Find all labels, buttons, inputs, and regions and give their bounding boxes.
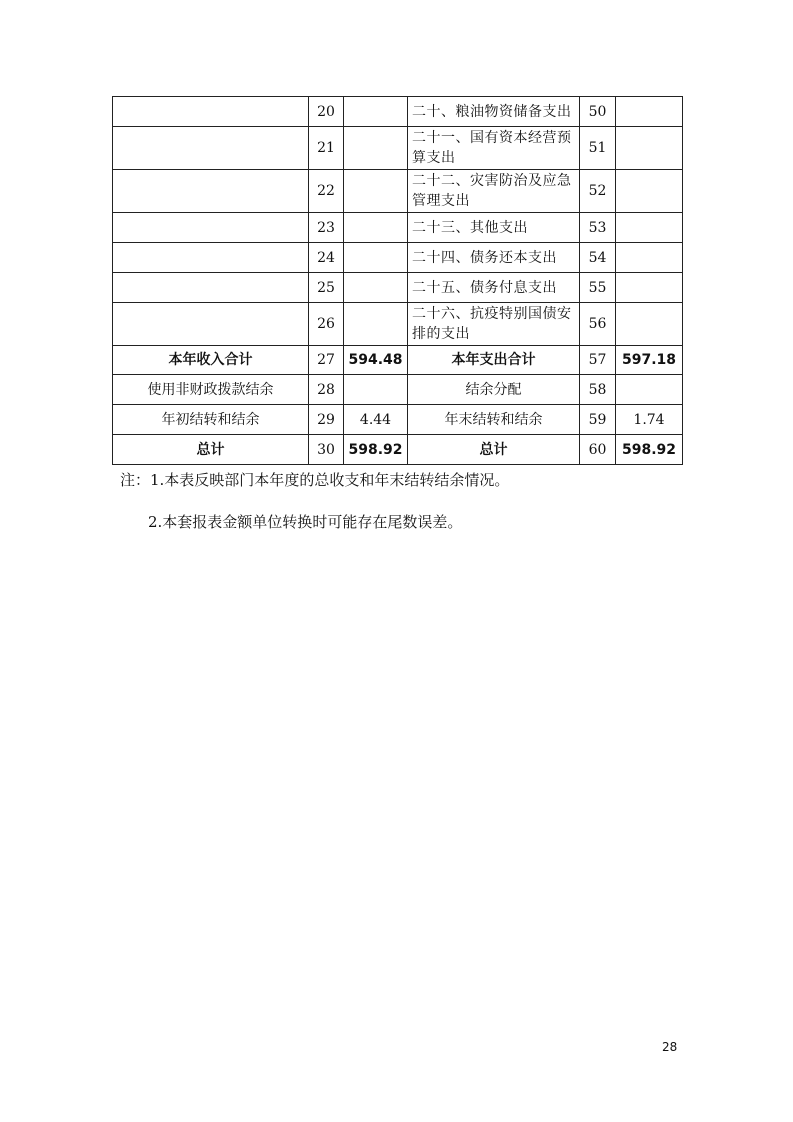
expense-amount <box>616 243 683 273</box>
row-number: 28 <box>309 375 344 405</box>
expense-row-number: 55 <box>580 273 616 303</box>
income-item-cell <box>113 213 309 243</box>
row-number: 30 <box>309 435 344 465</box>
income-item-cell <box>113 303 309 346</box>
expense-row-number: 53 <box>580 213 616 243</box>
income-item-cell <box>113 243 309 273</box>
row-number: 25 <box>309 273 344 303</box>
income-total-row <box>113 346 683 375</box>
income-amount <box>344 127 408 170</box>
expense-amount <box>616 127 683 170</box>
end-balance-label: 年末结转和结余 <box>408 405 580 435</box>
row-number: 27 <box>309 346 344 375</box>
row-number: 20 <box>309 97 344 127</box>
grand-total-label-right: 总计 <box>408 435 580 465</box>
income-item-cell <box>113 127 309 170</box>
expense-item: 二十一、国有资本经营预算支出 <box>408 127 580 170</box>
row-number: 29 <box>309 405 344 435</box>
table-row <box>113 273 683 303</box>
expense-row-number: 51 <box>580 127 616 170</box>
row-number: 23 <box>309 213 344 243</box>
non-fiscal-label: 使用非财政拨款结余 <box>113 375 309 405</box>
income-amount <box>344 97 408 127</box>
income-total-label: 本年收入合计 <box>113 346 309 375</box>
grand-total-label: 总计 <box>113 435 309 465</box>
note-2: 2.本套报表金额单位转换时可能存在尾数误差。 <box>148 513 463 531</box>
table-row <box>113 170 683 213</box>
expense-row-number: 58 <box>580 375 616 405</box>
begin-balance-value: 4.44 <box>344 405 408 435</box>
surplus-dist-value <box>616 375 683 405</box>
expense-amount <box>616 170 683 213</box>
expense-amount <box>616 273 683 303</box>
end-balance-value: 1.74 <box>616 405 683 435</box>
row-number: 22 <box>309 170 344 213</box>
expense-row-number: 60 <box>580 435 616 465</box>
table-row <box>113 405 683 435</box>
expense-row-number: 52 <box>580 170 616 213</box>
page-number: 28 <box>662 1040 678 1054</box>
expense-row-number: 56 <box>580 303 616 346</box>
grand-total-row <box>113 435 683 465</box>
grand-total-income-value: 598.92 <box>344 435 408 465</box>
expense-item: 二十六、抗疫特别国债安排的支出 <box>408 303 580 346</box>
income-item-cell <box>113 97 309 127</box>
expense-row-number: 57 <box>580 346 616 375</box>
table-row <box>113 213 683 243</box>
expense-amount <box>616 303 683 346</box>
budget-table <box>112 96 683 465</box>
income-total-value: 594.48 <box>344 346 408 375</box>
row-number: 21 <box>309 127 344 170</box>
income-amount <box>344 243 408 273</box>
expense-item: 二十四、债务还本支出 <box>408 243 580 273</box>
begin-balance-label: 年初结转和结余 <box>113 405 309 435</box>
expense-row-number: 50 <box>580 97 616 127</box>
expense-item: 二十三、其他支出 <box>408 213 580 243</box>
income-item-cell <box>113 170 309 213</box>
row-number: 24 <box>309 243 344 273</box>
expense-total-value: 597.18 <box>616 346 683 375</box>
expense-item: 二十五、债务付息支出 <box>408 273 580 303</box>
expense-item: 二十、粮油物资储备支出 <box>408 97 580 127</box>
expense-item: 二十二、灾害防治及应急管理支出 <box>408 170 580 213</box>
table-row <box>113 375 683 405</box>
expense-row-number: 59 <box>580 405 616 435</box>
table-row <box>113 243 683 273</box>
table-row <box>113 127 683 170</box>
surplus-dist-label: 结余分配 <box>408 375 580 405</box>
income-item-cell <box>113 273 309 303</box>
non-fiscal-value <box>344 375 408 405</box>
table-row <box>113 97 683 127</box>
expense-amount <box>616 97 683 127</box>
income-amount <box>344 170 408 213</box>
income-amount <box>344 213 408 243</box>
income-amount <box>344 303 408 346</box>
expense-row-number: 54 <box>580 243 616 273</box>
grand-total-expense-value: 598.92 <box>616 435 683 465</box>
table-row <box>113 303 683 346</box>
expense-total-label: 本年支出合计 <box>408 346 580 375</box>
row-number: 26 <box>309 303 344 346</box>
income-amount <box>344 273 408 303</box>
expense-amount <box>616 213 683 243</box>
note-1: 注：1.本表反映部门本年度的总收支和年末结转结余情况。 <box>120 471 510 489</box>
